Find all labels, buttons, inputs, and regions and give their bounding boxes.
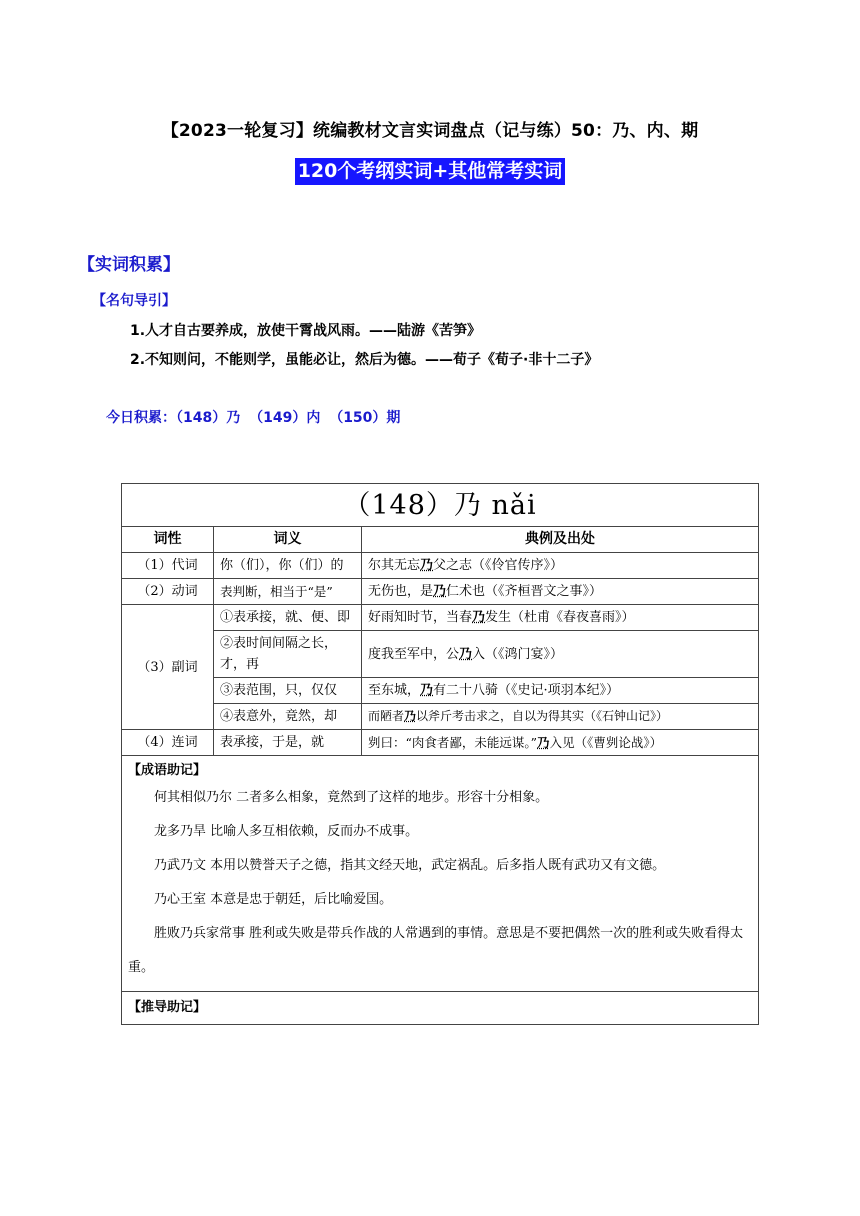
meaning-cell: 表判断，相当于“是” [214, 579, 362, 605]
example-text: 无伤也，是 [368, 584, 434, 599]
subtitle-wrap [0, 158, 860, 185]
example-cell [362, 730, 759, 756]
derive-box [122, 992, 759, 1025]
idiom-item: 何其相似乃尔 二者多么相象，竟然到了这样的地步。形容十分相象。 [154, 790, 549, 805]
meaning-cell: ②表时间间隔之长，才，再 [214, 631, 362, 678]
table-row [122, 553, 759, 579]
column-header: 词性 [122, 527, 214, 553]
subtitle-banner: 120个考纲实词+其他常考实词 [295, 158, 566, 185]
column-header: 词义 [214, 527, 362, 553]
section-heading: 【实词积累】 [78, 255, 180, 275]
example-text: 而陋者 [368, 709, 405, 723]
table-row [122, 579, 759, 605]
idiom-item: 龙多乃旱 比喻人多互相依赖，反而办不成事。 [154, 824, 419, 839]
meaning-cell: 表承接，于是，就 [214, 730, 362, 756]
example-source: 仁术也（《齐桓晋文之事》） [446, 584, 603, 599]
idiom-box [122, 756, 759, 992]
example-cell [362, 631, 759, 678]
meaning-cell: ①表承接，就、便、即 [214, 605, 362, 631]
example-text: 尔其无忘 [368, 558, 421, 573]
table-row [122, 678, 759, 704]
table-row [122, 730, 759, 756]
column-header: 典例及出处 [362, 527, 759, 553]
key-word: 乃 [537, 735, 550, 750]
key-word: 乃 [433, 584, 447, 599]
famous-quote: 1.人才自古要养成，放使干霄战风雨。——陆游《苦笋》 [130, 323, 482, 339]
idiom-item: 乃心王室 本意是忠于朝廷，后比喻爱国。 [154, 892, 393, 907]
example-source: 父之志（《伶官传序》） [433, 558, 564, 573]
key-word: 乃 [420, 558, 434, 573]
idiom-box-title: 【成语助记】 [128, 763, 207, 778]
part-of-speech: （3）副词 [122, 605, 214, 730]
word-table [121, 483, 759, 1025]
example-text: 度我至军中，公 [368, 646, 460, 662]
example-source: 入见（《曹刿论战》） [549, 735, 663, 750]
table-row [122, 605, 759, 631]
key-word: 乃 [459, 646, 473, 662]
table-row [122, 631, 759, 678]
example-cell [362, 605, 759, 631]
example-source: 有二十八骑（《史记·项羽本纪》） [433, 683, 620, 698]
example-text: 好雨知时节，当春 [368, 610, 473, 625]
example-cell [362, 678, 759, 704]
example-text: 刿曰：“肉食者鄙，未能远谋。” [368, 735, 538, 750]
table-row [122, 704, 759, 730]
example-cell [362, 704, 759, 730]
word-heading: （148）乃 nǎi [122, 484, 759, 527]
part-of-speech: （1）代词 [122, 553, 214, 579]
famous-quotes-heading: 【名句导引】 [92, 293, 176, 309]
column-header-row [122, 527, 759, 553]
part-of-speech: （2）动词 [122, 579, 214, 605]
table-head-row [122, 484, 759, 527]
today-accumulation: 今日积累：（148）乃 （149）内 （150）期 [106, 410, 401, 426]
example-source: 以斧斤考击求之，自以为得其实（《石钟山记》） [416, 709, 669, 723]
idiom-item: 乃武乃文 本用以赞誉天子之德，指其文经天地，武定祸乱。后多指人既有武功又有文德。 [154, 858, 666, 873]
key-word: 乃 [472, 610, 486, 625]
key-word: 乃 [420, 683, 434, 698]
example-text: 至东城， [368, 683, 421, 698]
example-source: 发生（杜甫《春夜喜雨》） [485, 610, 635, 625]
meaning-cell: ④表意外，竟然，却 [214, 704, 362, 730]
derive-box-row [122, 992, 759, 1025]
example-source: 入（《鸿门宴》） [472, 646, 564, 662]
meaning-cell: ③表范围，只，仅仅 [214, 678, 362, 704]
key-word: 乃 [404, 709, 417, 723]
derive-box-title: 【推导助记】 [128, 999, 207, 1015]
famous-quote: 2.不知则问，不能则学，虽能必让，然后为德。——荀子《荀子·非十二子》 [130, 352, 599, 368]
idiom-box-row [122, 756, 759, 992]
idiom-item: 胜败乃兵家常事 胜利或失败是带兵作战的人常遇到的事情。意思是不要把偶然一次的胜利或失败看得太重。 [128, 926, 744, 975]
meaning-cell: 你（们），你（们）的 [214, 553, 362, 579]
part-of-speech: （4）连词 [122, 730, 214, 756]
document-title: 【2023一轮复习】统编教材文言实词盘点（记与练）50：乃、内、期 [161, 121, 699, 141]
example-cell [362, 553, 759, 579]
example-cell [362, 579, 759, 605]
